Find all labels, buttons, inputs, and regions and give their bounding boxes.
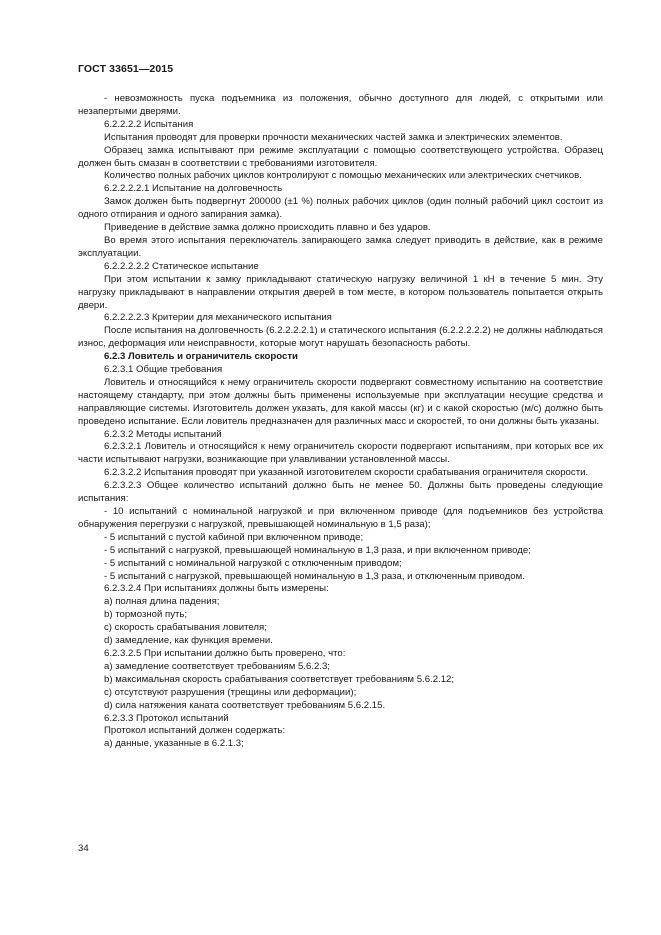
paragraph: c) скорость срабатывания ловителя; bbox=[104, 622, 267, 634]
paragraph: d) сила натяжения каната соответствует требованиям 5.6.2.15. bbox=[104, 699, 386, 711]
paragraph: 6.2.2.2.2.3 Критерии для механического испытания bbox=[104, 312, 332, 324]
paragraph: c) отсутствуют разрушения (трещины или деформации); bbox=[104, 686, 357, 698]
paragraph: Приведение в действие замка должно происходить плавно и без ударов. bbox=[104, 222, 431, 234]
paragraph: - 10 испытаний с номинальной нагрузкой и при включенном приводе (для подъемников без устройства обнаружения перегрузки с нагрузкой, превышающей номинальную в 1,5 раза); bbox=[78, 506, 603, 530]
document-body bbox=[78, 93, 603, 751]
paragraph: 6.2.3.2.2 Испытания проводят при указанной изготовителем скорости срабатывания ограничителя скорости. bbox=[104, 467, 589, 479]
paragraph: b) тормозной путь; bbox=[104, 609, 188, 621]
paragraph: - 5 испытаний с нагрузкой, превышающей номинальную в 1,3 раза, и отключенным приводом. bbox=[104, 570, 525, 582]
paragraph: Ловитель и относящийся к нему ограничитель скорости подвергают совместному испытанию на соответствие настоящему стандарту, при этом должны быть применены используемые при эксплуатации несущие средства и направляющие системы. Изготовитель должен указать, для какой массы (кг) и с какой скоростью (м/с) должно быть проведено испытание. Если ловитель предназначен для различных масс и скоростей, то они должны быть указаны. bbox=[78, 376, 603, 427]
paragraph: После испытания на долговечность (6.2.2.2.2.1) и статического испытания (6.2.2.2.2.2) не должны наблюдаться износ, деформация или неисправности, которые могут нарушать безопасность работы. bbox=[78, 325, 603, 350]
paragraph: - 5 испытаний с номинальной нагрузкой с отключенным приводом; bbox=[104, 557, 402, 569]
paragraph: 6.2.2.2.2 Испытания bbox=[104, 118, 194, 130]
paragraph: 6.2.3.1 Общие требования bbox=[104, 364, 223, 376]
paragraph: 6.2.3.2.1 Ловитель и относящийся к нему ограничитель скорости подвергают испытаниям, при которых все их части испытывают нагрузки, возникающие при улавливании установленной массы. bbox=[78, 441, 603, 466]
paragraph: Во время этого испытания переключатель запирающего замка следует приводить в действие, как в режиме эксплуатации. bbox=[78, 234, 603, 259]
page-number: 34 bbox=[78, 843, 89, 854]
paragraph: При этом испытании к замку прикладывают статическую нагрузку величиной 1 кН в течение 5 мин. Эту нагрузку прикладывают в направлении открытия дверей в том месте, в котором пользователь попытается открыть двери. bbox=[78, 273, 603, 311]
paragraph: a) замедление соответствует требованиям 5.6.2.3; bbox=[104, 660, 330, 672]
paragraph: d) замедление, как функция времени. bbox=[104, 635, 273, 647]
paragraph: Протокол испытаний должен содержать: bbox=[104, 725, 286, 737]
paragraph: 6.2.3.2 Методы испытаний bbox=[104, 428, 222, 440]
paragraph: - 5 испытаний с пустой кабиной при включенном приводе; bbox=[104, 531, 364, 543]
paragraph: a) данные, указанные в 6.2.1.3; bbox=[104, 738, 244, 750]
paragraph: 6.2.3.2.4 При испытаниях должны быть измерены: bbox=[104, 583, 329, 595]
paragraph: - 5 испытаний с нагрузкой, превышающей номинальную в 1,3 раза, и при включенном приводе; bbox=[104, 544, 531, 556]
paragraph: 6.2.3.3 Протокол испытаний bbox=[104, 712, 229, 724]
paragraph: 6.2.3.2.5 При испытании должно быть проверено, что: bbox=[104, 647, 346, 659]
paragraph: Образец замка испытывают при режиме эксплуатации с помощью соответствующего устройства. Образец должен быть смазан в соответствии с требованиями изготовителя. bbox=[78, 144, 603, 169]
paragraph: a) полная длина падения; bbox=[104, 596, 220, 608]
paragraph: 6.2.3.2.3 Общее количество испытаний должно быть не менее 50. Должны быть проведены следующие испытания: bbox=[78, 480, 603, 505]
paragraph: 6.2.2.2.2.2 Статическое испытание bbox=[104, 260, 259, 272]
paragraph: Испытания проводят для проверки прочности механических частей замка и электрических элементов. bbox=[104, 131, 563, 143]
paragraph: - невозможность пуска подъемника из положения, обычно доступного для людей, с открытыми или незапертыми дверями. bbox=[78, 93, 603, 117]
paragraph: Замок должен быть подвергнут 200000 (±1 %) полных рабочих циклов (один полный рабочий цикл состоит из одного отпирания и одного запирания замка). bbox=[78, 196, 603, 221]
paragraph: b) максимальная скорость срабатывания соответствует требованиям 5.6.2.12; bbox=[104, 673, 455, 685]
document-header: ГОСТ 33651—2015 bbox=[78, 63, 174, 75]
paragraph: 6.2.2.2.2.1 Испытание на долговечность bbox=[104, 183, 283, 195]
paragraph: Количество полных рабочих циклов контролируют с помощью механических или электрических счетчиков. bbox=[104, 170, 582, 182]
section-heading: 6.2.3 Ловитель и ограничитель скорости bbox=[104, 351, 298, 363]
